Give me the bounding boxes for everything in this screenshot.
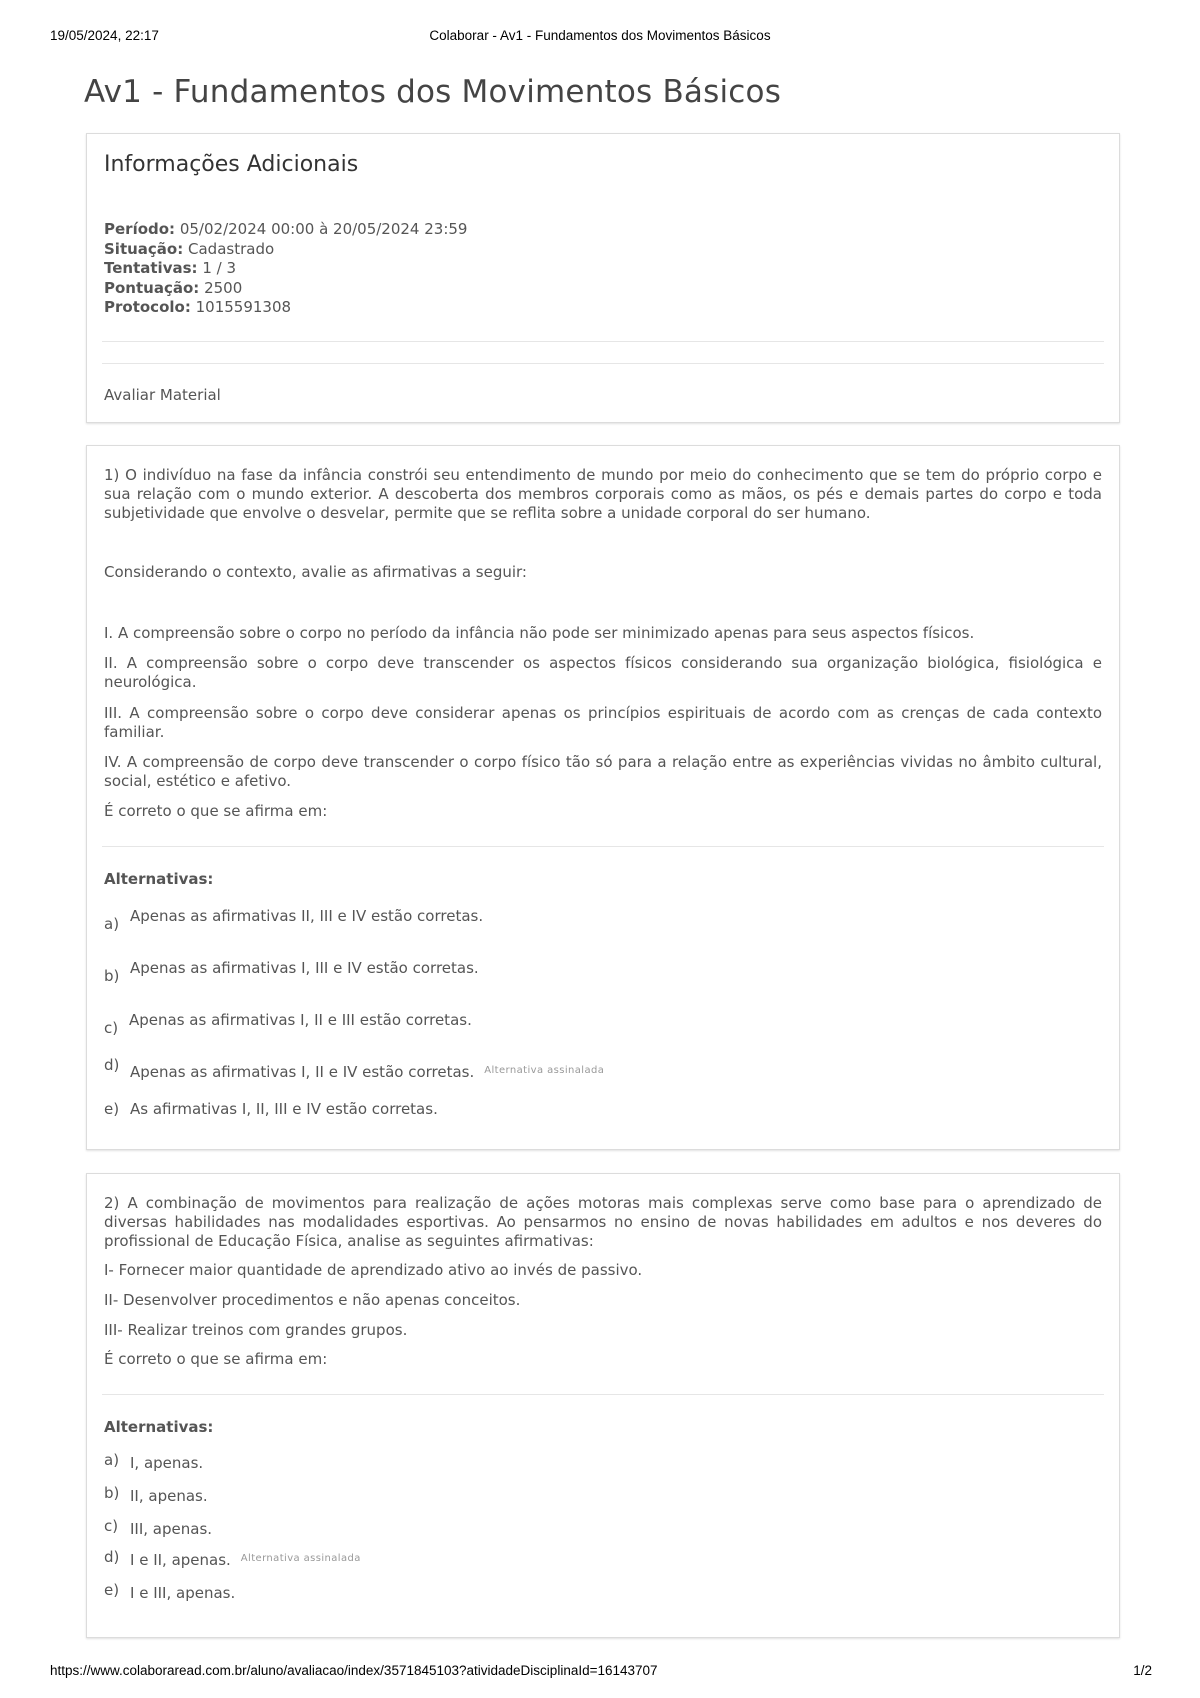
alternative-text: I e II, apenas. <box>130 1551 231 1569</box>
info-label: Pontuação: <box>104 278 200 297</box>
question-statement: 2) A combinação de movimentos para realização de ações motoras mais complexas serve como base para o aprendizado de diversas habilidades nas modalidades esportivas. Ao pensarmos no ensino de novas habilidades em adultos e nos deveres do profissional de Educação Física, analise as seguintes afirmativas: <box>104 1194 1102 1250</box>
print-page-number: 1/2 <box>1133 1663 1152 1678</box>
print-url: https://www.colaboraread.com.br/aluno/avaliacao/index/3571845103?atividadeDisciplinaId=16143707 <box>50 1663 658 1678</box>
alternative-text: As afirmativas I, II, III e IV estão corretas. <box>130 1100 438 1118</box>
alternative-letter: e) <box>104 1581 120 1599</box>
info-label: Situação: <box>104 239 184 258</box>
print-doc-title: Colaborar - Av1 - Fundamentos dos Movimentos Básicos <box>429 28 771 43</box>
question-card-1 <box>86 445 1120 1150</box>
alternative-letter: c) <box>104 1517 119 1535</box>
alternative-letter: e) <box>104 1100 120 1118</box>
alternative-text: III, apenas. <box>130 1520 213 1538</box>
alternative-letter: d) <box>104 1056 120 1074</box>
info-field-status <box>104 240 467 260</box>
statement-iii: III- Realizar treinos com grandes grupos. <box>104 1321 408 1339</box>
info-value: 1015591308 <box>195 298 292 316</box>
print-date: 19/05/2024, 22:17 <box>50 28 159 43</box>
divider <box>102 363 1104 364</box>
alternative-letter: a) <box>104 1451 120 1469</box>
statement-ii: II- Desenvolver procedimentos e não apenas conceitos. <box>104 1291 521 1309</box>
info-heading: Informações Adicionais <box>104 152 359 177</box>
alternative-letter: b) <box>104 967 120 985</box>
info-value: 2500 <box>204 278 243 297</box>
alternative-text: I e III, apenas. <box>130 1584 236 1602</box>
alternative-text: II, apenas. <box>130 1487 208 1505</box>
selected-alternative-badge: Alternativa assinalada <box>240 1553 361 1564</box>
alternatives-title: Alternativas: <box>104 1418 214 1436</box>
info-field-attempts <box>104 259 467 279</box>
print-header <box>0 28 1200 48</box>
alternative-letter: b) <box>104 1484 120 1502</box>
alternative-letter: d) <box>104 1548 120 1566</box>
selected-alternative-badge: Alternativa assinalada <box>484 1065 605 1076</box>
info-value: Cadastrado <box>188 239 275 258</box>
statement-i: I. A compreensão sobre o corpo no período da infância não pode ser minimizado apenas para seus aspectos físicos. <box>104 624 975 642</box>
question-ask: É correto o que se afirma em: <box>104 1350 328 1368</box>
alternatives-title: Alternativas: <box>104 870 214 888</box>
question-card-2 <box>86 1173 1120 1638</box>
statement-ii: II. A compreensão sobre o corpo deve transcender os aspectos físicos considerando sua organização biológica, fisiológica e neurológica. <box>104 654 1102 691</box>
info-field-score <box>104 279 467 299</box>
alternative-text: I, apenas. <box>130 1454 204 1472</box>
rate-material-link[interactable]: Avaliar Material <box>104 386 221 404</box>
page-title: Av1 - Fundamentos dos Movimentos Básicos <box>84 74 782 110</box>
info-field-period <box>104 220 467 240</box>
alternative-text: Apenas as afirmativas I, II e III estão corretas. <box>129 1011 472 1029</box>
question-ask: É correto o que se afirma em: <box>104 802 328 820</box>
info-card <box>86 133 1120 423</box>
info-label: Período: <box>104 220 176 238</box>
print-footer <box>0 1663 1200 1683</box>
alternative-text: Apenas as afirmativas II, III e IV estão corretas. <box>130 907 484 925</box>
statement-i: I- Fornecer maior quantidade de aprendizado ativo ao invés de passivo. <box>104 1261 643 1279</box>
divider <box>102 846 1104 847</box>
alternative-letter: c) <box>104 1019 119 1037</box>
question-prompt: Considerando o contexto, avalie as afirmativas a seguir: <box>104 563 527 581</box>
info-label: Protocolo: <box>104 298 191 316</box>
statement-iii: III. A compreensão sobre o corpo deve considerar apenas os princípios espirituais de acordo com as crenças de cada contexto familiar. <box>104 704 1102 741</box>
alternative-letter: a) <box>104 915 120 933</box>
info-value: 05/02/2024 00:00 à 20/05/2024 23:59 <box>179 220 468 238</box>
alternative-text: Apenas as afirmativas I, III e IV estão corretas. <box>130 959 479 977</box>
statement-iv: IV. A compreensão de corpo deve transcender o corpo físico tão só para a relação entre as experiências vividas no âmbito cultural, social, estético e afetivo. <box>104 753 1102 790</box>
divider <box>102 1394 1104 1395</box>
info-value: 1 / 3 <box>202 259 236 277</box>
info-label: Tentativas: <box>104 259 198 277</box>
info-field-protocol <box>104 298 467 318</box>
info-list <box>104 220 467 318</box>
question-statement: 1) O indivíduo na fase da infância constrói seu entendimento de mundo por meio do conhecimento que se tem do próprio corpo e sua relação com o mundo exterior. A descoberta dos membros corporais como as mãos, os pés e demais partes do corpo e toda subjetividade que envolve o desvelar, permite que se reflita sobre a unidade corporal do ser humano. <box>104 466 1102 522</box>
alternative-text: Apenas as afirmativas I, II e IV estão corretas. <box>130 1063 475 1081</box>
divider <box>102 341 1104 342</box>
